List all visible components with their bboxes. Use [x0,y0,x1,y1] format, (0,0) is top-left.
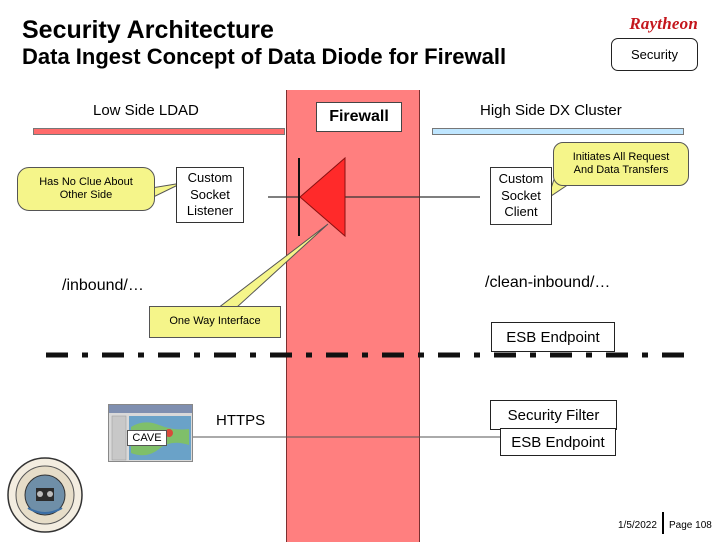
listener-line-2: Socket [190,186,230,202]
agency-seal [6,456,84,534]
initiates-line-2: And Data Transfers [573,164,669,176]
high-side-label: High Side DX Cluster [480,102,622,119]
clean-inbound-path: /clean-inbound/… [485,274,611,291]
security-badge: Security [611,38,698,71]
inbound-path: /inbound/… [62,277,144,294]
custom-socket-listener [176,167,244,223]
no-clue-line-2: Other Side [59,189,113,201]
low-side-label: Low Side LDAD [93,102,199,119]
brand-logo: Raytheon [629,14,698,33]
client-line-3: Client [504,204,538,220]
https-label: HTTPS [216,412,266,429]
page-subtitle: Data Ingest Concept of Data Diode for Firewall [22,44,507,69]
client-line-1: Custom [498,170,544,186]
one-way-callout: One Way Interface [149,306,281,338]
security-filter: Security Filter [490,400,617,430]
esb-endpoint-1: ESB Endpoint [491,322,615,352]
listener-line-1: Custom [187,169,233,185]
esb-endpoint-2: ESB Endpoint [500,428,616,456]
cave-label: CAVE [127,430,167,446]
one-way-pointer [205,224,328,318]
page-title: Security Architecture [22,16,274,44]
no-clue-callout [17,167,155,211]
page-number: Page 108 [669,520,712,531]
initiates-callout [553,142,689,186]
no-clue-line-1: Has No Clue About [39,175,133,188]
custom-socket-client [490,167,552,225]
initiates-line-1: Initiates All Request [572,150,670,163]
client-line-2: Socket [501,187,541,203]
firewall-label: Firewall [316,102,402,132]
footer-date: 1/5/2022 [618,520,657,531]
footer-separator [662,512,664,534]
diode-icon [299,158,345,236]
listener-line-3: Listener [186,203,234,219]
